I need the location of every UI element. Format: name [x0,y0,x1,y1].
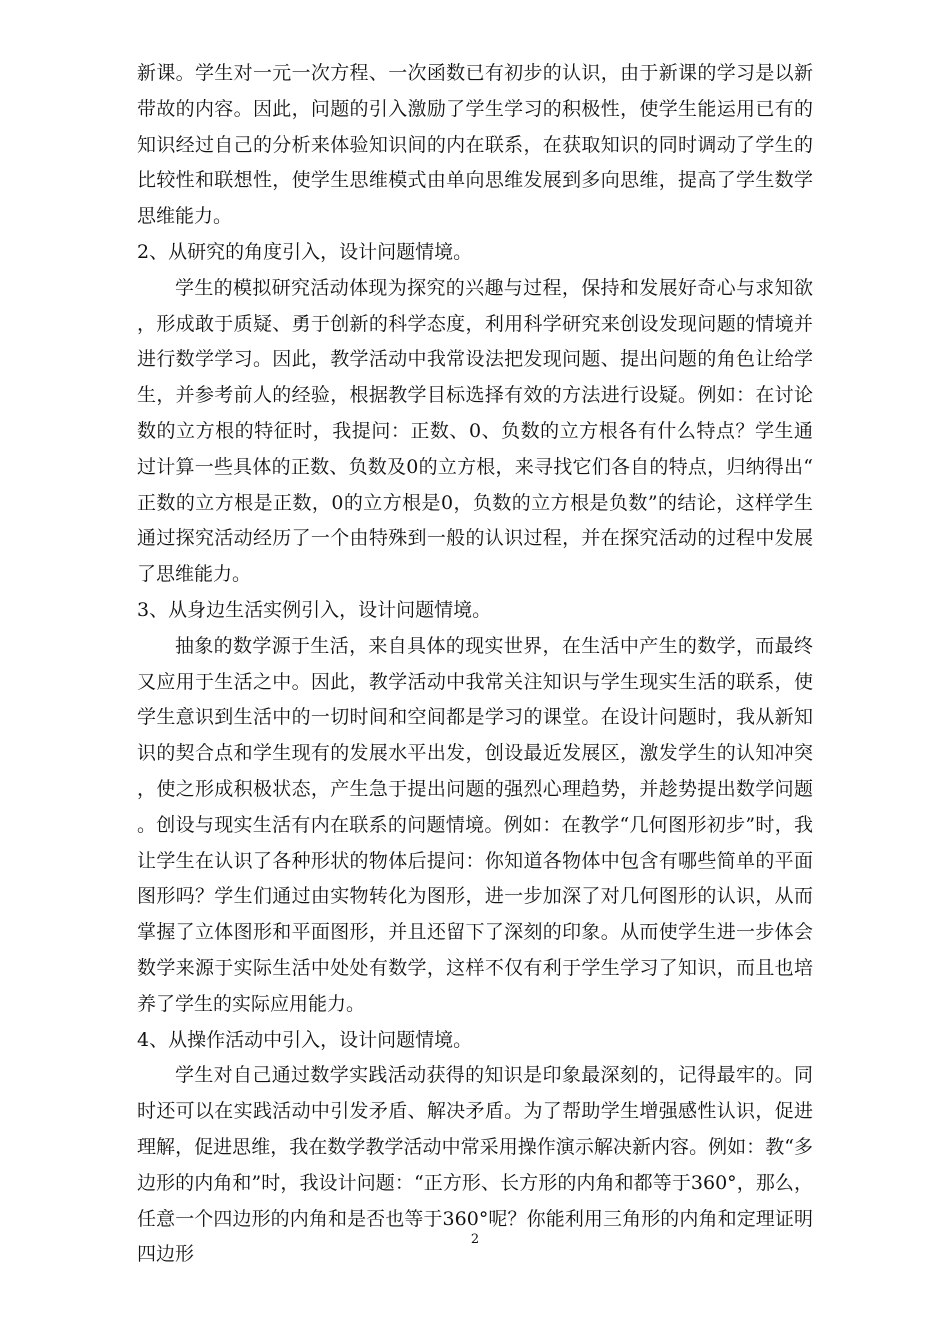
body-paragraph: 学生对自己通过数学实践活动获得的知识是印象最深刻的，记得最牢的。同时还可以在实践活动中引发矛盾、解决矛盾。为了帮助学生增强感性认识，促进理解，促进思维，我在数学教学活动中常采用操作演示解决新内容。例如：教“多边形的内角和”时，我设计问题：“正方形、长方形的内角和都等于360°，那么，任意一个四边形的内角和是否也等于360°呢？你能利用三角形的内角和定理证明四边形 [137,1064,813,1266]
page-number: 2 [470,1232,480,1247]
document-body [137,56,813,1273]
section-heading-4: 4、从操作活动中引入，设计问题情境。 [137,1028,473,1051]
section-heading-2: 2、从研究的角度引入，设计问题情境。 [137,240,473,263]
body-paragraph: 抽象的数学源于生活，来自具体的现实世界，在生活中产生的数学，而最终又应用于生活之中。因此，教学活动中我常关注知识与学生现实生活的联系，使学生意识到生活中的一切时间和空间都是学习的课堂。在设计问题时，我从新知识的契合点和学生现有的发展水平出发，创设最近发展区，激发学生的认知冲突，使之形成积极状态，产生急于提出问题的强烈心理趋势，并趁势提出数学问题。创设与现实生活有内在联系的问题情境。例如：在教学“几何图形初步”时，我让学生在认识了各种形状的物体后提问：你知道各物体中包含有哪些简单的平面图形吗？学生们通过由实物转化为图形，进一步加深了对几何图形的认识，从而掌握了立体图形和平面图形，并且还留下了深刻的印象。从而使学生进一步体会数学来源于实际生活中处处有数学，这样不仅有利于学生学习了知识，而且也培养了学生的实际应用能力。 [137,634,813,1015]
body-paragraph: 学生的模拟研究活动体现为探究的兴趣与过程，保持和发展好奇心与求知欲，形成敢于质疑、勇于创新的科学态度，利用科学研究来创设发现问题的情境并进行数学学习。因此，教学活动中我常设法把发现问题、提出问题的角色让给学生，并参考前人的经验，根据教学目标选择有效的方法进行设疑。例如：在讨论数的立方根的特征时，我提问：正数、0、负数的立方根各有什么特点？学生通过计算一些具体的正数、负数及0的立方根，来寻找它们各自的特点，归纳得出“正数的立方根是正数，0的立方根是0，负数的立方根是负数”的结论，这样学生通过探究活动经历了一个由特殊到一般的认识过程，并在探究活动的过程中发展了思维能力。 [137,276,813,586]
body-paragraph: 新课。学生对一元一次方程、一次函数已有初步的认识，由于新课的学习是以新带故的内容。因此，问题的引入激励了学生学习的积极性，使学生能运用已有的知识经过自己的分析来体验知识间的内在联系，在获取知识的同时调动了学生的比较性和联想性，使学生思维模式由单向思维发展到多向思维，提高了学生数学思维能力。 [137,62,813,228]
section-heading-3: 3、从身边生活实例引入，设计问题情境。 [137,598,492,621]
